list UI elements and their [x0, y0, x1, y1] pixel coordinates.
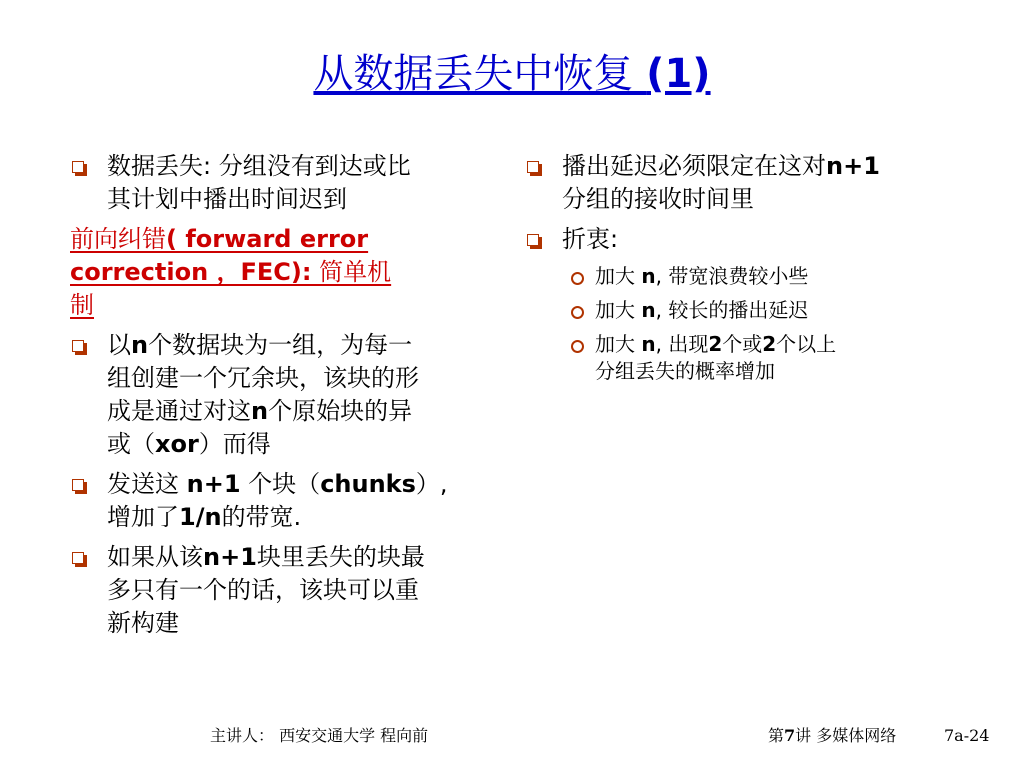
lecture-number: 7: [784, 726, 796, 745]
var-n: n: [641, 264, 656, 288]
text-fragment: 加大: [595, 264, 642, 288]
n-plus-1: n+1: [203, 543, 257, 571]
footer-page-number: 7a-24: [944, 726, 990, 745]
fec-heading: [70, 223, 490, 322]
sub-bullet-bandwidth: [525, 263, 925, 290]
text-fragment: 以: [107, 331, 131, 359]
footer-presenter: 主讲人： 西安交通大学 程向前: [210, 726, 429, 745]
xor-term: xor: [155, 430, 199, 458]
text-fragment: 发送这: [107, 470, 187, 498]
ring-bullet-icon: [571, 340, 584, 353]
text-fragment: ）,: [415, 470, 448, 498]
bandwidth-fraction: 1/n: [179, 503, 222, 531]
text-fragment: 播出延迟必须限定在这对: [562, 152, 826, 180]
fec-simple-label: 简单机: [311, 258, 392, 286]
square-bullet-icon: [527, 234, 539, 246]
text-fragment: 增加了: [107, 503, 179, 531]
var-n: n: [641, 332, 656, 356]
right-column: [525, 150, 925, 392]
left-column: [70, 150, 490, 647]
bullet-data-loss: [70, 150, 490, 216]
bullet-tradeoff: [525, 223, 925, 256]
bullet-redundant-block: [70, 329, 490, 461]
n-plus-1: n+1: [186, 470, 241, 498]
square-bullet-icon: [527, 161, 539, 173]
text-fragment: 加大: [595, 332, 642, 356]
text-fragment: , 较长的播出延迟: [655, 298, 809, 322]
title-text: 从数据丢失中恢复: [313, 51, 647, 97]
text-fragment: 讲 多媒体网络: [795, 726, 897, 745]
var-n: n: [641, 298, 656, 322]
bullet-reconstruct: [70, 541, 490, 640]
text-fragment: , 带宽浪费较小些: [655, 264, 809, 288]
ring-bullet-icon: [571, 306, 584, 319]
title-number: (1): [646, 51, 711, 97]
footer-lecture: [768, 726, 896, 746]
text-fragment: 的带宽.: [221, 503, 302, 531]
bullet-send-chunks: [70, 468, 490, 534]
text-fragment: 个或: [722, 332, 763, 356]
number-2: 2: [762, 332, 777, 356]
data-loss-line-2: 其计划中播出时间迟到: [107, 185, 347, 213]
number-2: 2: [708, 332, 723, 356]
text-fragment: 新构建: [107, 609, 179, 637]
square-bullet-icon: [72, 161, 84, 173]
text-fragment: 个以上: [776, 332, 837, 356]
fec-mechanism-label: 制: [70, 291, 94, 319]
var-n: n: [131, 331, 149, 359]
text-fragment: 组创建一个冗余块，该块的形: [107, 364, 419, 392]
sub-bullet-loss-probability: [525, 331, 925, 385]
fec-cn-label: 前向纠错: [70, 225, 166, 253]
slide-title: [0, 50, 1024, 98]
text-fragment: 如果从该: [107, 543, 203, 571]
text-fragment: 成是通过对这: [107, 397, 251, 425]
text-fragment: , 出现: [655, 332, 709, 356]
text-fragment: 个块（: [240, 470, 321, 498]
square-bullet-icon: [72, 340, 84, 352]
text-fragment: 或（: [107, 430, 155, 458]
tradeoff-label: 折衷:: [562, 225, 619, 253]
chunks-term: chunks: [320, 470, 416, 498]
var-n: n: [251, 397, 269, 425]
ring-bullet-icon: [571, 272, 584, 285]
text-fragment: 第: [768, 726, 785, 745]
sub-bullet-delay: [525, 297, 925, 324]
square-bullet-icon: [72, 552, 84, 564]
square-bullet-icon: [72, 479, 84, 491]
text-fragment: 块里丢失的块最: [256, 543, 425, 571]
text-fragment: 多只有一个的话，该块可以重: [107, 576, 419, 604]
fec-en-label-1: ( forward error: [166, 225, 369, 253]
text-fragment: 分组丢失的概率增加: [595, 359, 775, 383]
text-fragment: ）而得: [198, 430, 271, 458]
text-fragment: 分组的接收时间里: [562, 185, 754, 213]
n-plus-1: n+1: [826, 152, 880, 180]
text-fragment: 个原始块的异: [268, 397, 413, 425]
data-loss-line-1: 数据丢失: 分组没有到达或比: [107, 152, 411, 180]
text-fragment: 加大: [595, 298, 642, 322]
fec-en-label-2: correction ，FEC):: [70, 258, 312, 286]
bullet-playout-delay: [525, 150, 925, 216]
text-fragment: 个数据块为一组，为每一: [148, 331, 413, 359]
